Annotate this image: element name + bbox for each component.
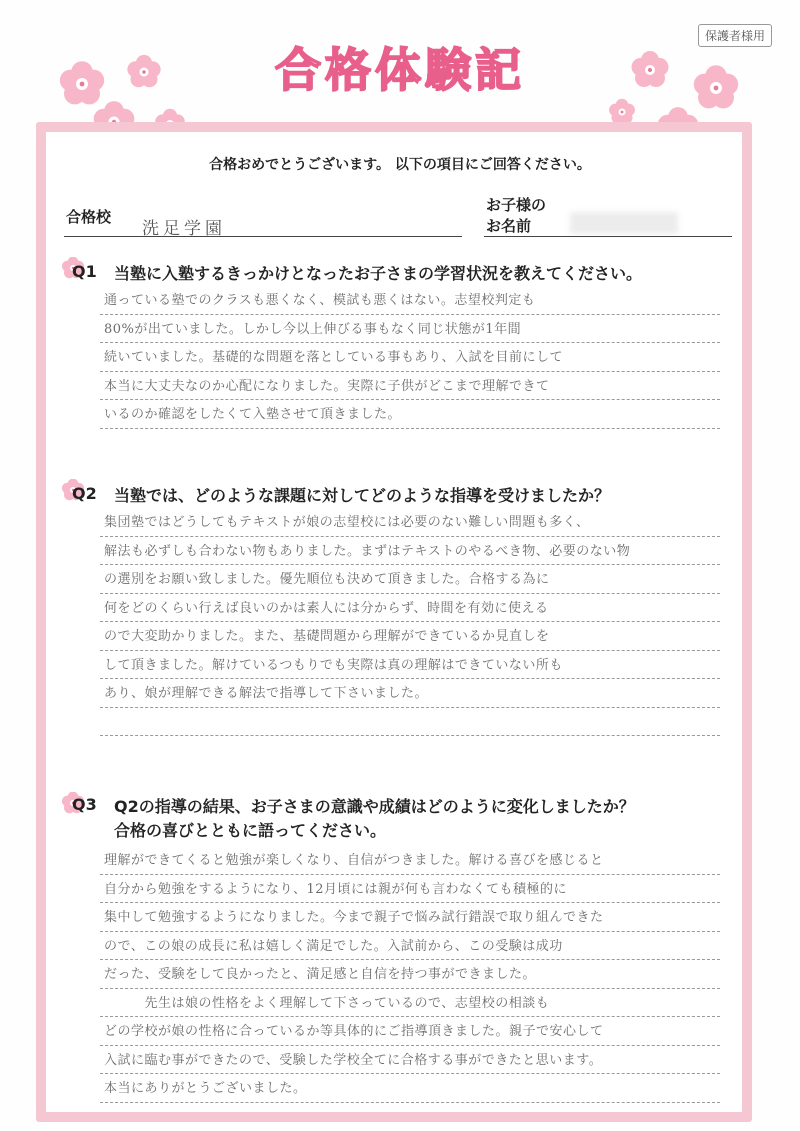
answer-line: して頂きました。解けているつもりでも実際は真の理解はできていない所も <box>100 651 720 680</box>
answer-line: 何をどのくらい行えば良いのかは素人には分からず、時間を有効に使える <box>100 594 720 623</box>
answer-line: 集団塾ではどうしてもテキストが娘の志望校には必要のない難しい問題も多く、 <box>100 508 720 537</box>
answer-line: 本当に大丈夫なのか心配になりました。実際に子供がどこまで理解できて <box>100 372 720 401</box>
answer-line: 理解ができてくると勉強が楽しくなり、自信がつきました。解ける喜びを感じると <box>100 846 720 875</box>
school-value: 洗足学園 <box>142 219 226 239</box>
answer-q1 <box>100 286 720 429</box>
question-number: Q3 <box>72 795 97 814</box>
question-q1 <box>72 262 642 286</box>
school-underline <box>64 236 462 237</box>
question-number: Q1 <box>72 262 97 281</box>
answer-line: 本当にありがとうございました。 <box>100 1074 720 1103</box>
redacted-name <box>570 212 678 234</box>
answer-line: 先生は娘の性格をよく理解して下さっているので、志望校の相談も <box>100 989 720 1018</box>
answer-line: どの学校が娘の性格に合っているか等具体的にご指導頂きました。親子で安心して <box>100 1017 720 1046</box>
answer-line: 自分から勉強をするようになり、12月頃には親が何も言わなくても積極的に <box>100 875 720 904</box>
answer-line <box>100 708 720 737</box>
child-name-underline <box>484 236 732 237</box>
question-text-line: Q2の指導の結果、お子さまの意識や成績はどのように変化しましたか？ <box>114 797 635 816</box>
guardian-badge: 保護者様用 <box>698 24 772 47</box>
answer-line: だった、受験をして良かったと、満足感と自信を持つ事ができました。 <box>100 960 720 989</box>
question-text: 当塾では、どのような課題に対してどのような指導を受けましたか？ <box>114 486 611 505</box>
question-text: 当塾に入塾するきっかけとなったお子さまの学習状況を教えてください。 <box>114 264 643 283</box>
answer-line: いるのか確認をしたくて入塾させて頂きました。 <box>100 400 720 429</box>
question-number: Q2 <box>72 484 97 503</box>
answer-q3 <box>100 846 720 1103</box>
answer-line: 80%が出ていました。しかし今以上伸びる事もなく同じ状態が1年間 <box>100 315 720 344</box>
child-name-label-1: お子様の <box>486 196 547 214</box>
answer-line: 集中して勉強するようになりました。今まで親子で悩み試行錯誤で取り組んできた <box>100 903 720 932</box>
answer-q2 <box>100 508 720 736</box>
question-q2 <box>72 484 610 508</box>
intro-text: 合格おめでとうございます。 以下の項目にご回答ください。 <box>209 157 591 173</box>
child-name-label-2: お名前 <box>486 217 532 235</box>
question-text <box>114 795 635 843</box>
answer-line: 入試に臨む事ができたので、受験した学校全てに合格する事ができたと思います。 <box>100 1046 720 1075</box>
answer-line: 通っている塾でのクラスも悪くなく、模試も悪くはない。志望校判定も <box>100 286 720 315</box>
answer-line: ので大変助かりました。また、基礎問題から理解ができているか見直しを <box>100 622 720 651</box>
answer-line: 続いていました。基礎的な問題を落としている事もあり、入試を目前にして <box>100 343 720 372</box>
school-label: 合格校 <box>66 208 112 226</box>
answer-line: あり、娘が理解できる解法で指導して下さいました。 <box>100 679 720 708</box>
question-q3 <box>72 795 635 843</box>
answer-line: 解法も必ずしも合わない物もありました。まずはテキストのやるべき物、必要のない物 <box>100 537 720 566</box>
answer-line: の選別をお願い致しました。優先順位も決めて頂きました。合格する為に <box>100 565 720 594</box>
page-title: 合格体験記 <box>275 43 525 97</box>
question-text-line: 合格の喜びとともに語ってください。 <box>114 821 387 840</box>
answer-line: ので、この娘の成長に私は嬉しく満足でした。入試前から、この受験は成功 <box>100 932 720 961</box>
